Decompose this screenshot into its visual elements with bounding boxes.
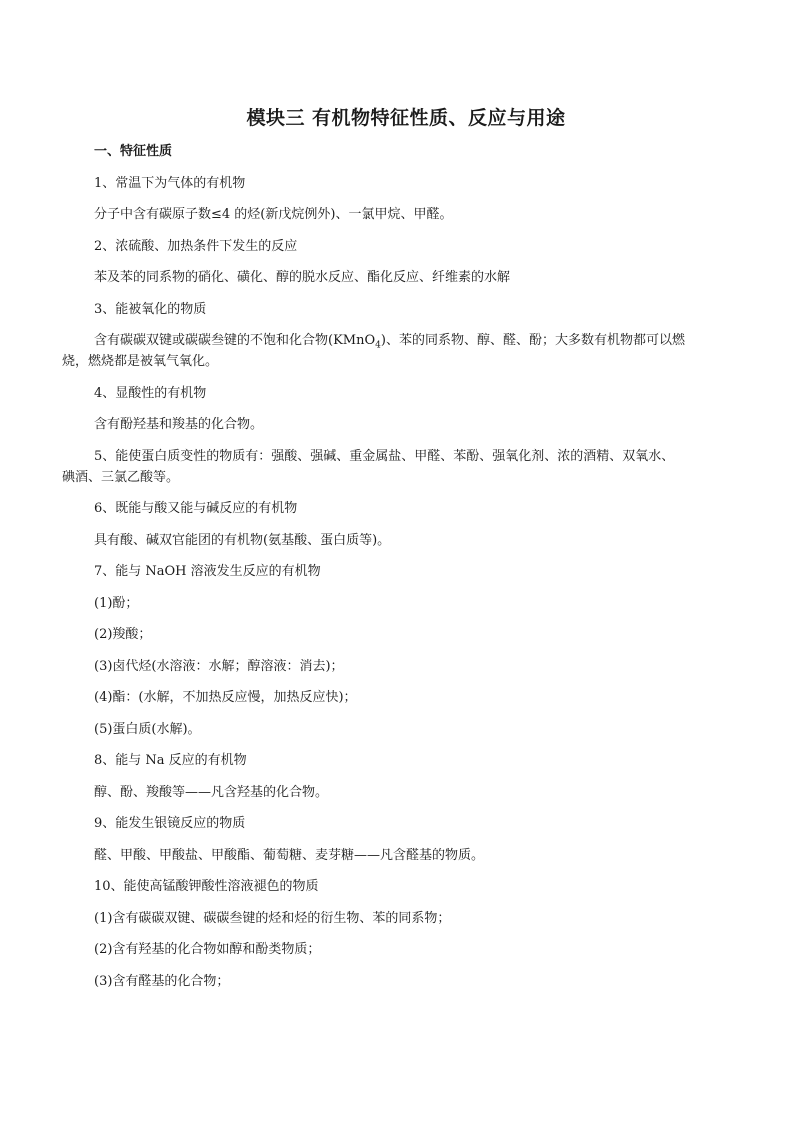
page-title: 模块三 有机物特征性质、反应与用途 [246,107,566,129]
item-heading: 6、既能与酸又能与碱反应的有机物 [94,501,298,516]
item-heading: 8、能与 Na 反应的有机物 [94,753,247,768]
item-body-text: )、苯的同系物、醇、醛、酚；大多数有机物都可以燃 [380,333,685,348]
item-body [94,330,722,351]
item-heading: 7、能与 NaOH 溶液发生反应的有机物 [94,564,321,579]
item-heading-continuation: 碘酒、三氯乙酸等。 [62,469,180,485]
document-body [62,141,722,1002]
list-item: (2)含有羟基的化合物如醇和酚类物质； [94,942,321,957]
item-heading: 9、能发生银镜反应的物质 [94,816,246,831]
item-heading: 2、浓硫酸、加热条件下发生的反应 [94,238,298,254]
list-item: (1)含有碳碳双键、碳碳叁键的烃和烃的衍生物、苯的同系物； [94,910,451,926]
item-heading: 10、能使高锰酸钾酸性溶液褪色的物质 [94,879,319,894]
item-heading: 4、显酸性的有机物 [94,385,207,401]
list-item: (3)含有醛基的化合物； [94,973,230,989]
list-item: (3)卤代烃(水溶液：水解；醇溶液：消去)； [94,658,344,674]
item-heading: 1、常温下为气体的有机物 [94,175,246,191]
item-body: 含有酚羟基和羧基的化合物。 [94,417,264,432]
item-body: 醛、甲酸、甲酸盐、甲酸酯、葡萄糖、麦芽糖——凡含醛基的物质。 [94,847,485,863]
list-item: (1)酚； [94,595,139,611]
list-item: (4)酯：(水解，不加热反应慢，加热反应快)； [94,690,357,705]
subscript: 4 [375,340,381,351]
item-body: 苯及苯的同系物的硝化、磺化、醇的脱水反应、酯化反应、纤维素的水解 [94,270,511,285]
item-body-continuation: 烧，燃烧都是被氧气氧化。 [62,354,219,369]
item-body-text: 含有碳碳双键或碳碳叁键的不饱和化合物(KMnO [94,333,376,348]
item-heading: 5、能使蛋白质变性的物质有：强酸、强碱、重金属盐、甲醛、苯酚、强氧化剂、浓的酒精、双氧水、 [94,448,675,464]
item-heading: 3、能被氧化的物质 [94,301,207,317]
item-body: 醇、酚、羧酸等——凡含羟基的化合物。 [94,784,329,800]
item-body: 具有酸、碱双官能团的有机物(氨基酸、蛋白质等)。 [94,532,391,548]
section-heading: 一、特征性质 [94,144,173,159]
list-item: (2)羧酸； [94,627,152,642]
item-body: 分子中含有碳原子数≤4 的烃(新戊烷例外)、一氯甲烷、甲醛。 [94,207,453,222]
list-item: (5)蛋白质(水解)。 [94,721,201,737]
